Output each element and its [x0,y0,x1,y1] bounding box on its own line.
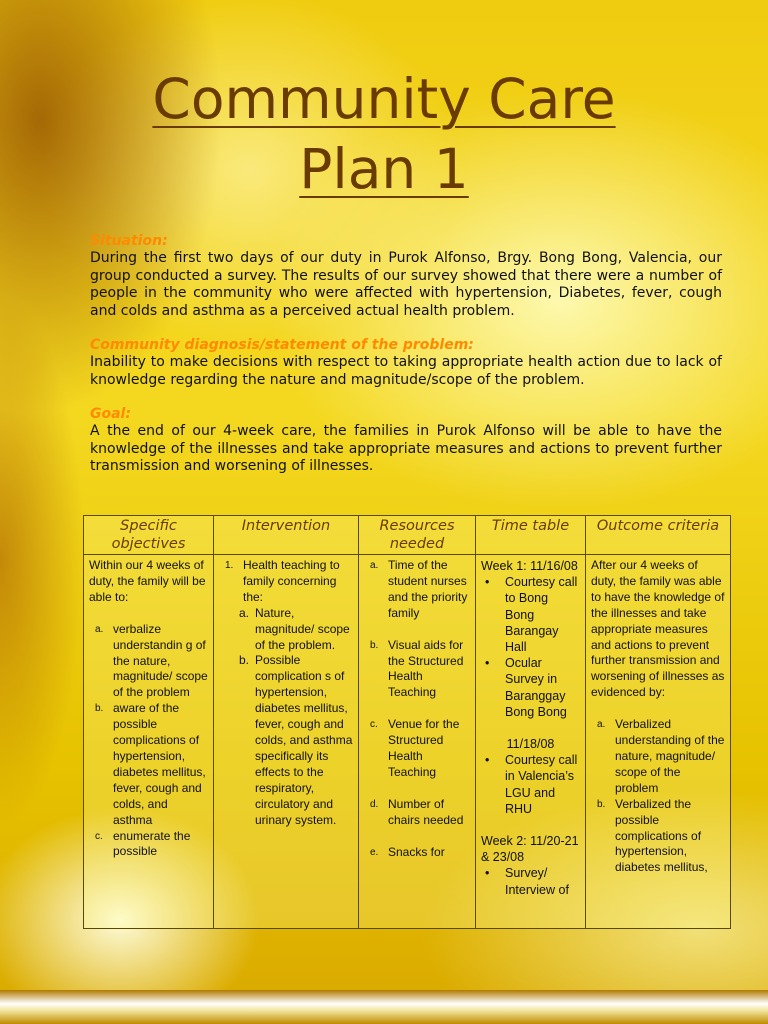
list-item: a. Verbalized understanding of the nature, magnitude/ scope of the problem [597,717,725,795]
objectives-cell [84,555,214,929]
situation-text: During the first two days of our duty in Purok Alfonso, Brgy. Bong Bong, Valencia, our group conducted a survey. The results of our survey showed that there were a number of people in the community who were affected with hypertension, Diabetes, fever, cough and colds and asthma as a perceived actual health problem. [90,250,722,319]
table-header-row [84,516,731,555]
header-timetable: Time table [476,516,586,555]
header-objectives: Specific objectives [84,516,214,555]
list-item: • Ocular Survey in Baranggay Bong Bong [485,656,567,719]
list-item: b. Verbalized the possible complications of hypertension, diabetes mellitus, [597,796,708,875]
week2-label: Week 2: 11/20-21 & 23/08 [481,834,579,865]
table-row [84,555,731,929]
title-line-1: Community Care [152,67,616,131]
list-item: • Courtesy call to Bong Bong Barangay Hall [485,575,578,655]
list-item: b. aware of the possible complications of hypertension, diabetes mellitus, fever, cough and colds, and asthma [95,701,206,827]
list-item: • Courtesy call in Valencia’s LGU and RHU [485,753,578,816]
intro-section [90,233,722,493]
week1-label: Week 1: 11/16/08 [481,559,578,573]
list-item: e. Snacks for [370,844,445,859]
outcome-cell [586,555,731,929]
list-item: 1. Health teaching to family concerning the: [225,558,340,604]
goal-text: A the end of our 4-week care, the families in Purok Alfonso will be able to have the knowledge of the illnesses and take appropriate measures and actions to prevent further transmission and worsening of illnesses. [90,423,722,474]
resources-cell [359,555,476,929]
outcome-intro: After our 4 weeks of duty, the family was able to have the knowledge of the illnesses and take appropriate measures and actions to prevent further transmission and worsening of illnesses as evidenced by: [591,558,725,700]
list-item: a. Nature, magnitude/ scope of the problem. [239,605,350,652]
diagnosis-text: Inability to make decisions with respect to taking appropriate health action due to lack of knowledge regarding the nature and magnitude/scope of the problem. [90,354,722,388]
list-item: c. enumerate the possible [95,828,191,859]
goal-heading: Goal: [90,406,131,422]
list-item: • Survey/ Interview of [485,866,569,897]
header-intervention: Intervention [214,516,359,555]
header-outcome: Outcome criteria [586,516,731,555]
list-item: a. verbalize understandin g of the nature, magnitude/ scope of the problem [95,621,208,700]
title-line-2: Plan 1 [299,137,469,201]
intervention-cell [214,555,359,929]
diagnosis-heading: Community diagnosis/statement of the problem: [90,337,474,353]
timetable-cell [476,555,586,929]
decorative-bottom-band [0,990,768,1024]
list-item: c. Venue for the Structured Health Teaching [370,717,460,779]
list-item: d. Number of chairs needed [370,796,464,827]
list-item: b. Visual aids for the Structured Health Teaching [370,637,464,700]
objectives-intro: Within our 4 weeks of duty, the family will be able to: [89,558,206,604]
header-resources: Resources needed [359,516,476,555]
care-plan-table [83,515,731,929]
situation-heading: Situation: [90,233,168,249]
date2-label: 11/18/08 [506,737,555,752]
list-item: b. Possible complication s of hypertension, diabetes mellitus, fever, cough and colds, and asthma specifically its effects to the respiratory, circulatory and urinary system. [239,653,353,827]
page-title [0,64,768,204]
list-item: a. Time of the student nurses and the priority family [370,558,468,620]
